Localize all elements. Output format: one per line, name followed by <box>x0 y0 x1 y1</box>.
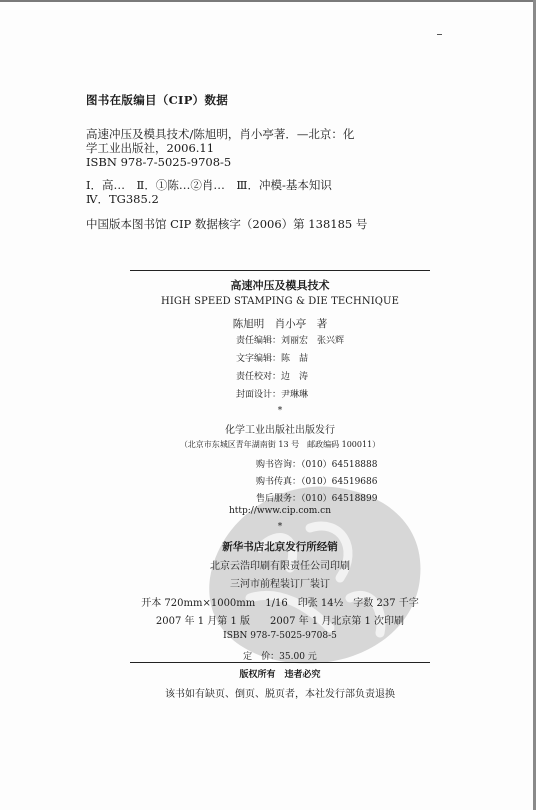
distributor: 新华书店北京发行所经销 <box>222 541 338 553</box>
separator-star: * <box>277 406 283 416</box>
cip-bibliographic-line: 学工业出版社，2006.11 <box>86 141 215 155</box>
printer: 北京云浩印刷有限责任公司印刷 <box>210 561 350 572</box>
copyright-notice: 版权所有 违者必究 <box>239 670 321 680</box>
cip-record-number: 中国版本图书馆 CIP 数据核字（2006）第 138185 号 <box>86 217 368 231</box>
editor-row: 封面设计：尹琳琳 <box>236 390 309 400</box>
cip-isbn: ISBN 978-7-5025-9708-5 <box>86 155 232 169</box>
isbn: ISBN 978-7-5025-9708-5 <box>223 631 337 641</box>
page-border-top <box>0 0 536 2</box>
cip-data-block <box>86 92 386 231</box>
page-mark <box>437 34 442 35</box>
editor-row: 责任编辑：刘丽宏 张兴辉 <box>236 336 345 346</box>
binder: 三河市前程装订厂装订 <box>230 579 330 590</box>
cip-bibliographic-line: 高速冲压及模具技术/陈旭明，肖小亭著．—北京：化 <box>86 127 355 141</box>
book-format: 开本 720mm×1000mm 1/16 印张 14½ 字数 237 千字 <box>141 598 419 609</box>
divider-bottom <box>130 662 430 663</box>
replacement-notice: 该书如有缺页、倒页、脱页者，本社发行部负责退换 <box>165 689 395 700</box>
divider-top <box>130 270 430 271</box>
publisher-name: 化学工业出版社出版发行 <box>225 425 335 436</box>
publisher-address: （北京市东城区青年湖南街 13 号 邮政编码 100011） <box>179 440 381 449</box>
cip-classification: Ⅰ．高… Ⅱ．①陈…②肖… Ⅲ．冲模-基本知识 <box>86 178 332 192</box>
edition-info: 2007 年 1 月第 1 版 2007 年 1 月北京第 1 次印刷 <box>155 616 405 627</box>
editor-row: 文字编辑：陈 喆 <box>236 354 309 364</box>
contact-line: 购书咨询：（010）64518888 <box>256 460 378 470</box>
separator-star: * <box>277 522 283 532</box>
cip-title: 图书在版编目（CIP）数据 <box>86 93 229 107</box>
book-title-en: HIGH SPEED STAMPING & DIE TECHNIQUE <box>161 296 399 307</box>
cip-classification-number: Ⅳ．TG385.2 <box>86 192 159 206</box>
publisher-website: http://www.cip.com.cn <box>228 506 332 516</box>
editor-row: 责任校对：边 涛 <box>236 372 309 382</box>
price: 定 价：35.00 元 <box>243 652 317 662</box>
contact-line: 售后服务：（010）64518899 <box>256 494 378 504</box>
book-title-cn: 高速冲压及模具技术 <box>230 279 330 292</box>
book-authors: 陈旭明 肖小亭 著 <box>232 318 328 330</box>
contact-line: 购书传真：（010）64519686 <box>256 477 378 487</box>
